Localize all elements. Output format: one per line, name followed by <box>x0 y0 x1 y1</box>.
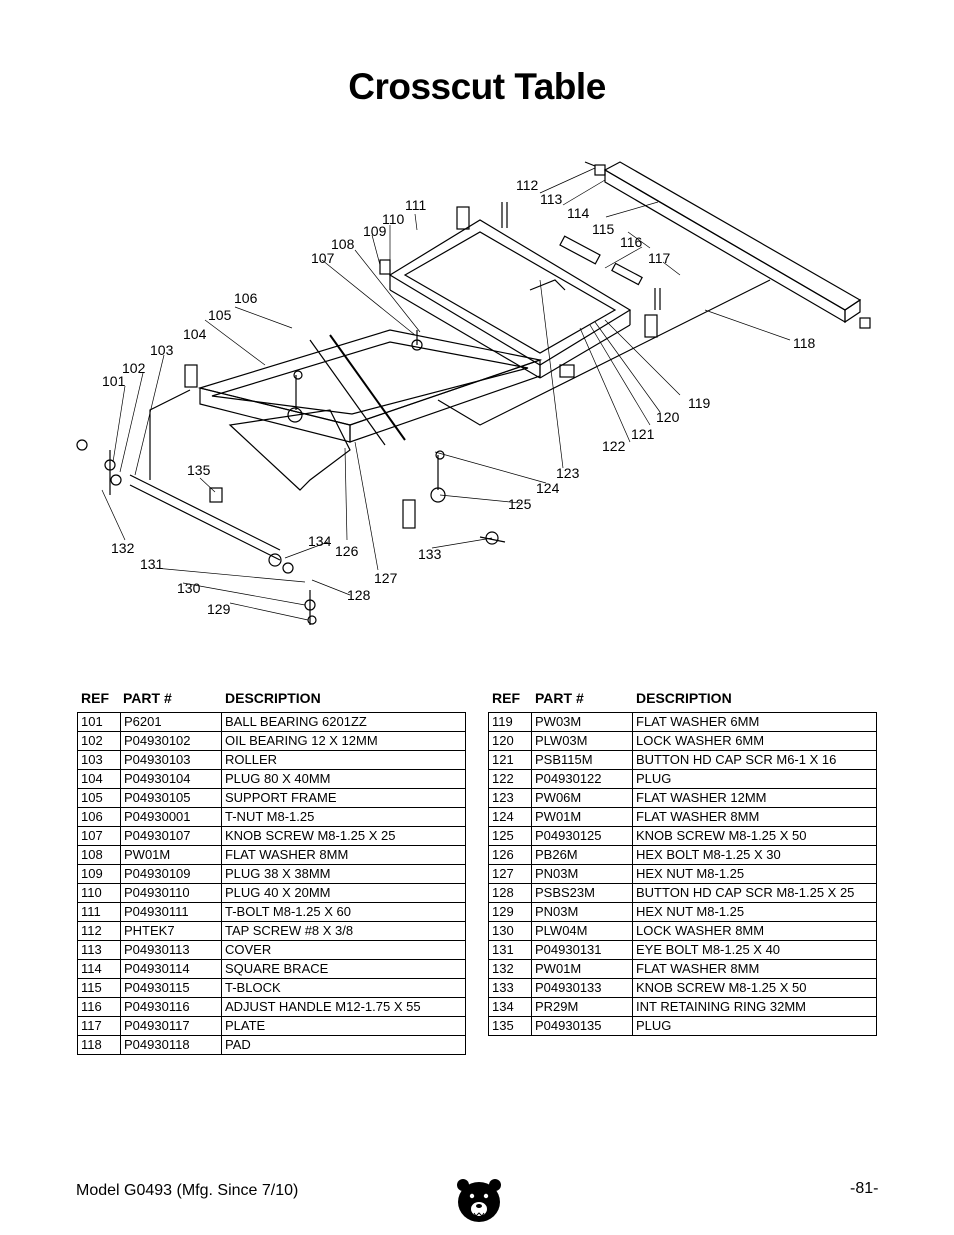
parts-row <box>489 713 877 732</box>
callout-label: 110 <box>382 211 405 227</box>
parts-row <box>489 751 877 770</box>
ref-cell: 114 <box>78 960 121 979</box>
ref-cell: 133 <box>489 979 532 998</box>
description-cell: TAP SCREW #8 X 3/8 <box>222 922 466 941</box>
ref-cell: 124 <box>489 808 532 827</box>
ref-cell: 118 <box>78 1036 121 1055</box>
callout-label: 102 <box>122 360 146 376</box>
ref-cell: 103 <box>78 751 121 770</box>
parts-row <box>78 941 466 960</box>
ref-cell: 125 <box>489 827 532 846</box>
part-number-cell: P04930103 <box>121 751 222 770</box>
parts-list-left <box>77 688 465 1055</box>
part-column-header: PART # <box>535 690 584 706</box>
callout-label: 103 <box>150 342 174 358</box>
callout-label: 108 <box>331 236 355 252</box>
ref-cell: 128 <box>489 884 532 903</box>
callout-label: 128 <box>347 587 371 603</box>
description-cell: PLUG <box>633 1017 877 1036</box>
part-number-cell: PR29M <box>532 998 633 1017</box>
ref-cell: 113 <box>78 941 121 960</box>
description-cell: HEX NUT M8-1.25 <box>633 903 877 922</box>
ref-cell: 101 <box>78 713 121 732</box>
description-cell: KNOB SCREW M8-1.25 X 50 <box>633 979 877 998</box>
ref-cell: 108 <box>78 846 121 865</box>
part-number-cell: P04930115 <box>121 979 222 998</box>
description-cell: FLAT WASHER 8MM <box>633 808 877 827</box>
parts-row <box>78 884 466 903</box>
ref-cell: 115 <box>78 979 121 998</box>
callout-label: 114 <box>567 205 590 221</box>
description-cell: LOCK WASHER 6MM <box>633 732 877 751</box>
part-number-cell: P04930131 <box>532 941 633 960</box>
parts-row <box>489 770 877 789</box>
parts-row <box>489 941 877 960</box>
parts-row <box>78 979 466 998</box>
part-number-cell: P04930118 <box>121 1036 222 1055</box>
ref-cell: 105 <box>78 789 121 808</box>
parts-row <box>78 865 466 884</box>
description-cell: HEX NUT M8-1.25 <box>633 865 877 884</box>
part-number-cell: PB26M <box>532 846 633 865</box>
ref-cell: 117 <box>78 1017 121 1036</box>
part-number-cell: P04930111 <box>121 903 222 922</box>
callout-label: 119 <box>688 395 711 411</box>
ref-cell: 121 <box>489 751 532 770</box>
square-brace <box>605 162 860 310</box>
description-cell: EYE BOLT M8-1.25 X 40 <box>633 941 877 960</box>
part-number-cell: P04930102 <box>121 732 222 751</box>
description-cell: PLUG 40 X 20MM <box>222 884 466 903</box>
parts-row <box>489 960 877 979</box>
callout-label: 131 <box>140 556 164 572</box>
part-number-cell: P04930110 <box>121 884 222 903</box>
description-cell: BUTTON HD CAP SCR M6-1 X 16 <box>633 751 877 770</box>
part-number-cell: P04930135 <box>532 1017 633 1036</box>
callout-label: 132 <box>111 540 135 556</box>
ref-column-header: REF <box>81 690 109 706</box>
part-number-cell: PLW03M <box>532 732 633 751</box>
ref-cell: 102 <box>78 732 121 751</box>
parts-row <box>78 732 466 751</box>
parts-list-header <box>488 688 876 712</box>
callout-label: 120 <box>656 409 680 425</box>
description-cell: PAD <box>222 1036 466 1055</box>
callout-label: 113 <box>540 191 563 207</box>
parts-row <box>489 846 877 865</box>
part-number-cell: P04930105 <box>121 789 222 808</box>
parts-list-header <box>77 688 465 712</box>
parts-row <box>489 903 877 922</box>
ref-cell: 110 <box>78 884 121 903</box>
ref-cell: 107 <box>78 827 121 846</box>
ref-cell: 120 <box>489 732 532 751</box>
description-cell: ADJUST HANDLE M12-1.75 X 55 <box>222 998 466 1017</box>
description-cell: KNOB SCREW M8-1.25 X 25 <box>222 827 466 846</box>
part-number-cell: PSB115M <box>532 751 633 770</box>
callout-label: 118 <box>793 335 816 351</box>
part-number-cell: P6201 <box>121 713 222 732</box>
part-number-cell: P04930109 <box>121 865 222 884</box>
parts-row <box>78 808 466 827</box>
part-number-cell: PW01M <box>532 960 633 979</box>
callout-label: 123 <box>556 465 580 481</box>
parts-row <box>78 846 466 865</box>
ref-column-header: REF <box>492 690 520 706</box>
description-column-header: DESCRIPTION <box>225 690 321 706</box>
description-cell: ROLLER <box>222 751 466 770</box>
ref-cell: 132 <box>489 960 532 979</box>
ref-cell: 123 <box>489 789 532 808</box>
ref-cell: 111 <box>78 903 121 922</box>
callout-label: 124 <box>536 480 560 496</box>
callout-label: 130 <box>177 580 201 596</box>
bear-logo-icon <box>456 1176 502 1224</box>
description-cell: PLATE <box>222 1017 466 1036</box>
description-cell: FLAT WASHER 12MM <box>633 789 877 808</box>
part-number-cell: P04930133 <box>532 979 633 998</box>
parts-row <box>78 789 466 808</box>
description-cell: FLAT WASHER 8MM <box>633 960 877 979</box>
exploded-parts-diagram <box>60 150 920 640</box>
part-number-cell: P04930125 <box>532 827 633 846</box>
description-cell: T-NUT M8-1.25 <box>222 808 466 827</box>
description-column-header: DESCRIPTION <box>636 690 732 706</box>
part-number-cell: PW01M <box>121 846 222 865</box>
ref-cell: 119 <box>489 713 532 732</box>
description-cell: FLAT WASHER 6MM <box>633 713 877 732</box>
ref-cell: 104 <box>78 770 121 789</box>
callout-label: 129 <box>207 601 231 617</box>
ref-cell: 127 <box>489 865 532 884</box>
ref-cell: 106 <box>78 808 121 827</box>
part-number-cell: P04930107 <box>121 827 222 846</box>
callout-label: 125 <box>508 496 532 512</box>
parts-row <box>78 827 466 846</box>
part-column-header: PART # <box>123 690 172 706</box>
parts-row <box>78 960 466 979</box>
parts-row <box>78 903 466 922</box>
callout-label: 126 <box>335 543 359 559</box>
part-number-cell: PN03M <box>532 865 633 884</box>
description-cell: BUTTON HD CAP SCR M8-1.25 X 25 <box>633 884 877 903</box>
parts-row <box>489 732 877 751</box>
page-title: Crosscut Table <box>348 66 606 107</box>
part-number-cell: PW06M <box>532 789 633 808</box>
callout-label: 117 <box>648 250 671 266</box>
ref-cell: 122 <box>489 770 532 789</box>
parts-row <box>489 865 877 884</box>
description-cell: PLUG 38 X 38MM <box>222 865 466 884</box>
ref-cell: 129 <box>489 903 532 922</box>
callout-label: 111 <box>405 197 427 213</box>
table-frame <box>390 220 630 365</box>
description-cell: T-BOLT M8-1.25 X 60 <box>222 903 466 922</box>
part-number-cell: P04930113 <box>121 941 222 960</box>
callout-label: 133 <box>418 546 442 562</box>
part-number-cell: PLW04M <box>532 922 633 941</box>
callout-label: 105 <box>208 307 232 323</box>
callout-label: 134 <box>308 533 332 549</box>
part-number-cell: PHTEK7 <box>121 922 222 941</box>
page-number: -81- <box>850 1180 879 1197</box>
description-cell: PLUG <box>633 770 877 789</box>
description-cell: LOCK WASHER 8MM <box>633 922 877 941</box>
description-cell: SUPPORT FRAME <box>222 789 466 808</box>
description-cell: OIL BEARING 12 X 12MM <box>222 732 466 751</box>
callout-label: 107 <box>311 250 335 266</box>
part-number-cell: PW01M <box>532 808 633 827</box>
callout-label: 116 <box>620 234 643 250</box>
parts-row <box>489 884 877 903</box>
part-number-cell: P04930122 <box>532 770 633 789</box>
ref-cell: 109 <box>78 865 121 884</box>
ref-cell: 135 <box>489 1017 532 1036</box>
ref-cell: 126 <box>489 846 532 865</box>
description-cell: PLUG 80 X 40MM <box>222 770 466 789</box>
parts-list-right <box>488 688 876 1036</box>
description-cell: BALL BEARING 6201ZZ <box>222 713 466 732</box>
description-cell: INT RETAINING RING 32MM <box>633 998 877 1017</box>
callout-label: 101 <box>102 373 126 389</box>
description-cell: FLAT WASHER 8MM <box>222 846 466 865</box>
parts-row <box>489 1017 877 1036</box>
parts-row <box>78 922 466 941</box>
callout-label: 135 <box>187 462 211 478</box>
parts-row <box>78 1017 466 1036</box>
part-number-cell: PW03M <box>532 713 633 732</box>
description-cell: T-BLOCK <box>222 979 466 998</box>
ref-cell: 112 <box>78 922 121 941</box>
parts-row <box>78 770 466 789</box>
part-number-cell: P04930104 <box>121 770 222 789</box>
callout-label: 104 <box>183 326 207 342</box>
callout-label: 115 <box>592 221 615 237</box>
description-cell: HEX BOLT M8-1.25 X 30 <box>633 846 877 865</box>
description-cell: COVER <box>222 941 466 960</box>
part-number-cell: PN03M <box>532 903 633 922</box>
ref-cell: 134 <box>489 998 532 1017</box>
description-cell: KNOB SCREW M8-1.25 X 50 <box>633 827 877 846</box>
parts-row <box>78 713 466 732</box>
parts-row <box>489 998 877 1017</box>
parts-row <box>489 808 877 827</box>
callout-label: 109 <box>363 223 387 239</box>
parts-row <box>489 922 877 941</box>
callout-label: 121 <box>631 426 655 442</box>
part-number-cell: P04930117 <box>121 1017 222 1036</box>
callout-label: 112 <box>516 177 539 193</box>
model-footer: Model G0493 (Mfg. Since 7/10) <box>76 1182 299 1199</box>
callout-label: 122 <box>602 438 626 454</box>
description-cell: SQUARE BRACE <box>222 960 466 979</box>
part-number-cell: PSBS23M <box>532 884 633 903</box>
ref-cell: 130 <box>489 922 532 941</box>
parts-row <box>78 998 466 1017</box>
part-number-cell: P04930001 <box>121 808 222 827</box>
parts-row <box>78 1036 466 1055</box>
part-number-cell: P04930114 <box>121 960 222 979</box>
parts-row <box>489 789 877 808</box>
ref-cell: 116 <box>78 998 121 1017</box>
ref-cell: 131 <box>489 941 532 960</box>
parts-row <box>489 979 877 998</box>
parts-row <box>78 751 466 770</box>
callout-label: 106 <box>234 290 258 306</box>
part-number-cell: P04930116 <box>121 998 222 1017</box>
parts-row <box>489 827 877 846</box>
callout-label: 127 <box>374 570 398 586</box>
